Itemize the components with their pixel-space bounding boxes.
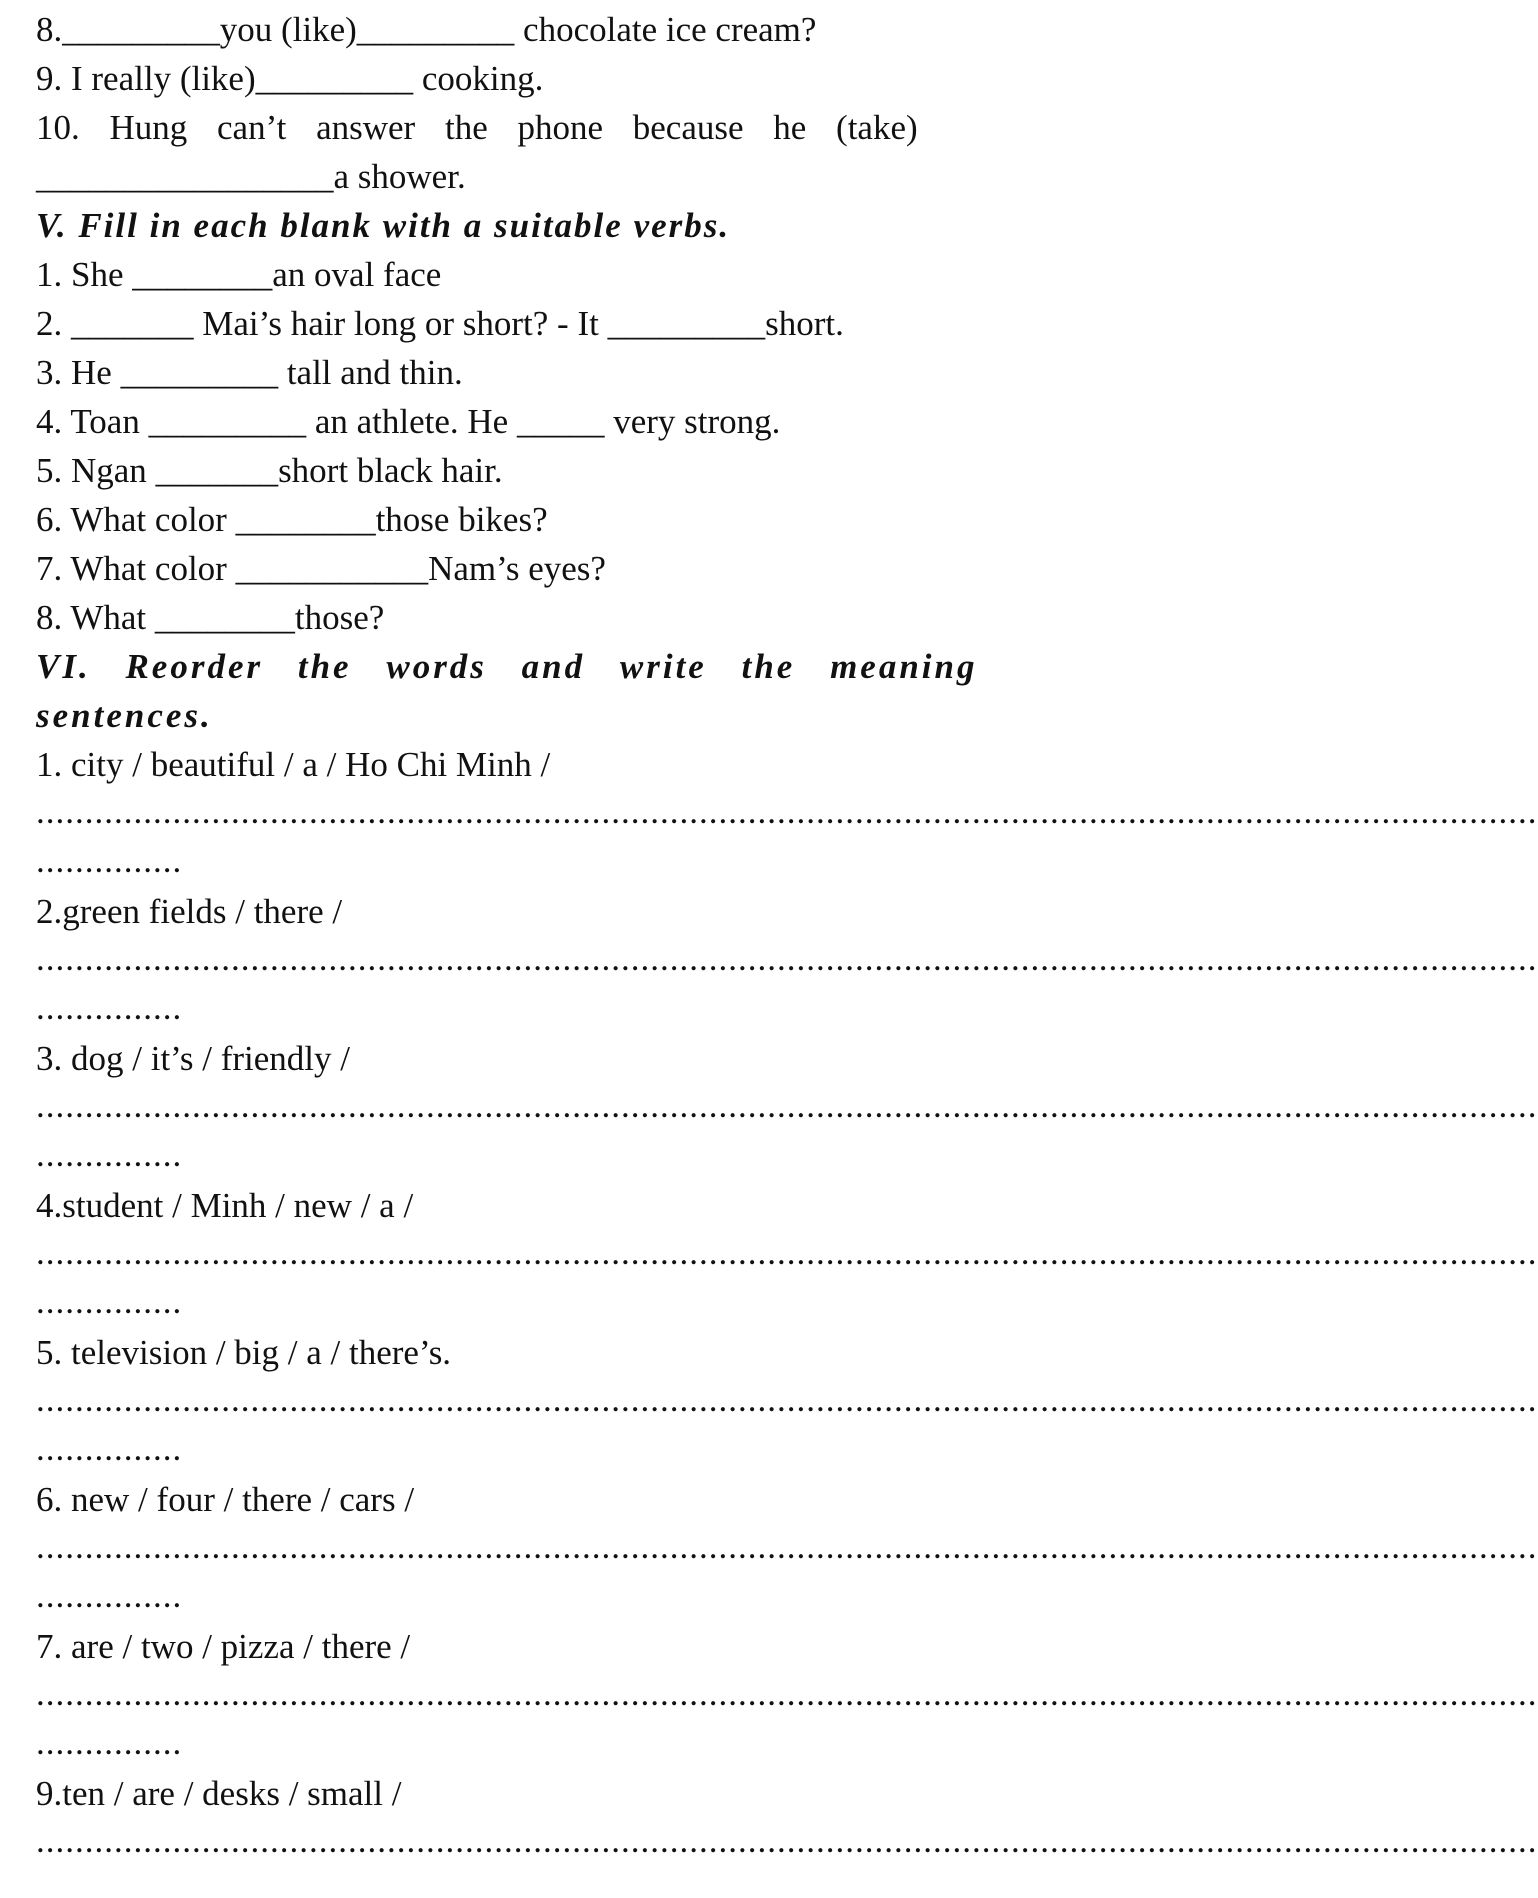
v1-text-c: an oval face: [272, 255, 442, 294]
q9-text-1: 9. I really (like): [36, 59, 256, 98]
reorder-item-1: 1. city / beautiful / a / Ho Chi Minh /: [36, 745, 551, 784]
answer-dots-5b: ...............: [36, 1429, 183, 1468]
answer-dots-2b: ...............: [36, 988, 183, 1027]
v3-blank-1: _________: [120, 353, 279, 392]
question-iv-9: [36, 59, 543, 99]
answer-dots-4a: ..........................................................................................................................................................: [36, 1233, 1538, 1272]
v4-text-a: 4. Toan: [36, 402, 149, 441]
q8-text-1: you (like): [219, 10, 357, 49]
section-vi-heading-line-2: sentences.: [36, 696, 213, 735]
answer-dots-2a: ..........................................................................................................................................................: [36, 939, 1538, 978]
v4-text-d: very strong.: [604, 402, 781, 441]
v4-text-c: an athlete. He: [306, 402, 517, 441]
answer-dots-6a: ..........................................................................................................................................................: [36, 1527, 1538, 1566]
v2-blank-2: _________: [607, 304, 766, 343]
section-vi-heading-line-1: VI. Reorder the words and write the meaning: [36, 647, 978, 686]
v3-text-a: 3. He: [36, 353, 121, 392]
v8-blank-1: ________: [154, 598, 295, 637]
v6-text-c: those bikes?: [375, 500, 548, 539]
v2-text-d: short.: [765, 304, 844, 343]
v4-blank-1: _________: [148, 402, 307, 441]
v8-text-c: those?: [294, 598, 385, 637]
answer-dots-4b: ...............: [36, 1282, 183, 1321]
v1-text-a: 1. She: [36, 255, 133, 294]
answer-dots-1b: ...............: [36, 841, 183, 880]
answer-dots-7b: ...............: [36, 1723, 183, 1762]
q9-text-2: cooking.: [413, 59, 544, 98]
q8-blank-1: _________: [62, 10, 220, 49]
reorder-item-9: 9.ten / are / desks / small /: [36, 1774, 402, 1813]
v7-text-a: 7. What color: [36, 549, 236, 588]
q9-blank-1: _________: [255, 59, 414, 98]
v7-text-c: Nam’s eyes?: [428, 549, 606, 588]
answer-dots-5a: ..........................................................................................................................................................: [36, 1380, 1538, 1419]
section-v-heading: V. Fill in each blank with a suitable verbs.: [36, 206, 731, 245]
v6-blank-1: ________: [235, 500, 376, 539]
question-v-3: [36, 353, 463, 393]
q8-blank-2: _________: [356, 10, 515, 49]
question-v-6: [36, 500, 548, 540]
answer-dots-3a: ..........................................................................................................................................................: [36, 1086, 1538, 1125]
v1-blank-1: ________: [132, 255, 273, 294]
reorder-item-7: 7. are / two / pizza / there /: [36, 1627, 411, 1666]
answer-dots-3b: ...............: [36, 1135, 183, 1174]
v6-text-a: 6. What color: [36, 500, 236, 539]
answer-dots-6b: ...............: [36, 1576, 183, 1615]
v2-blank-1: _______: [71, 304, 194, 343]
reorder-item-3: 3. dog / it’s / friendly /: [36, 1039, 351, 1078]
v7-blank-1: ___________: [235, 549, 429, 588]
reorder-item-6: 6. new / four / there / cars /: [36, 1480, 415, 1519]
question-iv-10-line-1: 10. Hung can’t answer the phone because he (take): [36, 108, 918, 147]
reorder-item-4: 4.student / Minh / new / a /: [36, 1186, 414, 1225]
answer-dots-7a: ..........................................................................................................................................................: [36, 1674, 1538, 1713]
v3-text-c: tall and thin.: [278, 353, 463, 392]
v2-text-a: 2.: [36, 304, 71, 343]
question-v-4: [36, 402, 780, 442]
question-iv-8: [36, 10, 816, 50]
question-v-7: [36, 549, 606, 589]
reorder-item-5: 5. television / big / a / there’s.: [36, 1333, 452, 1372]
question-iv-10-line-2: [36, 157, 466, 197]
q10-blank-1: _________________: [36, 157, 334, 196]
question-v-8: [36, 598, 384, 638]
question-v-5: [36, 451, 503, 491]
v4-blank-2: _____: [516, 402, 605, 441]
v2-text-c: Mai’s hair long or short? - It: [193, 304, 608, 343]
question-v-1: [36, 255, 441, 295]
reorder-item-2: 2.green fields / there /: [36, 892, 343, 931]
q10-text-2: a shower.: [333, 157, 466, 196]
v5-text-a: 5. Ngan: [36, 451, 156, 490]
q8-text-2: chocolate ice cream?: [514, 10, 817, 49]
q8-number: 8.: [36, 10, 63, 49]
v5-blank-1: _______: [155, 451, 279, 490]
question-v-2: [36, 304, 844, 344]
answer-dots-1a: ..........................................................................................................................................................: [36, 792, 1538, 831]
answer-dots-9a: ..........................................................................................................................................................: [36, 1821, 1538, 1860]
v5-text-c: short black hair.: [278, 451, 503, 490]
v8-text-a: 8. What: [36, 598, 155, 637]
